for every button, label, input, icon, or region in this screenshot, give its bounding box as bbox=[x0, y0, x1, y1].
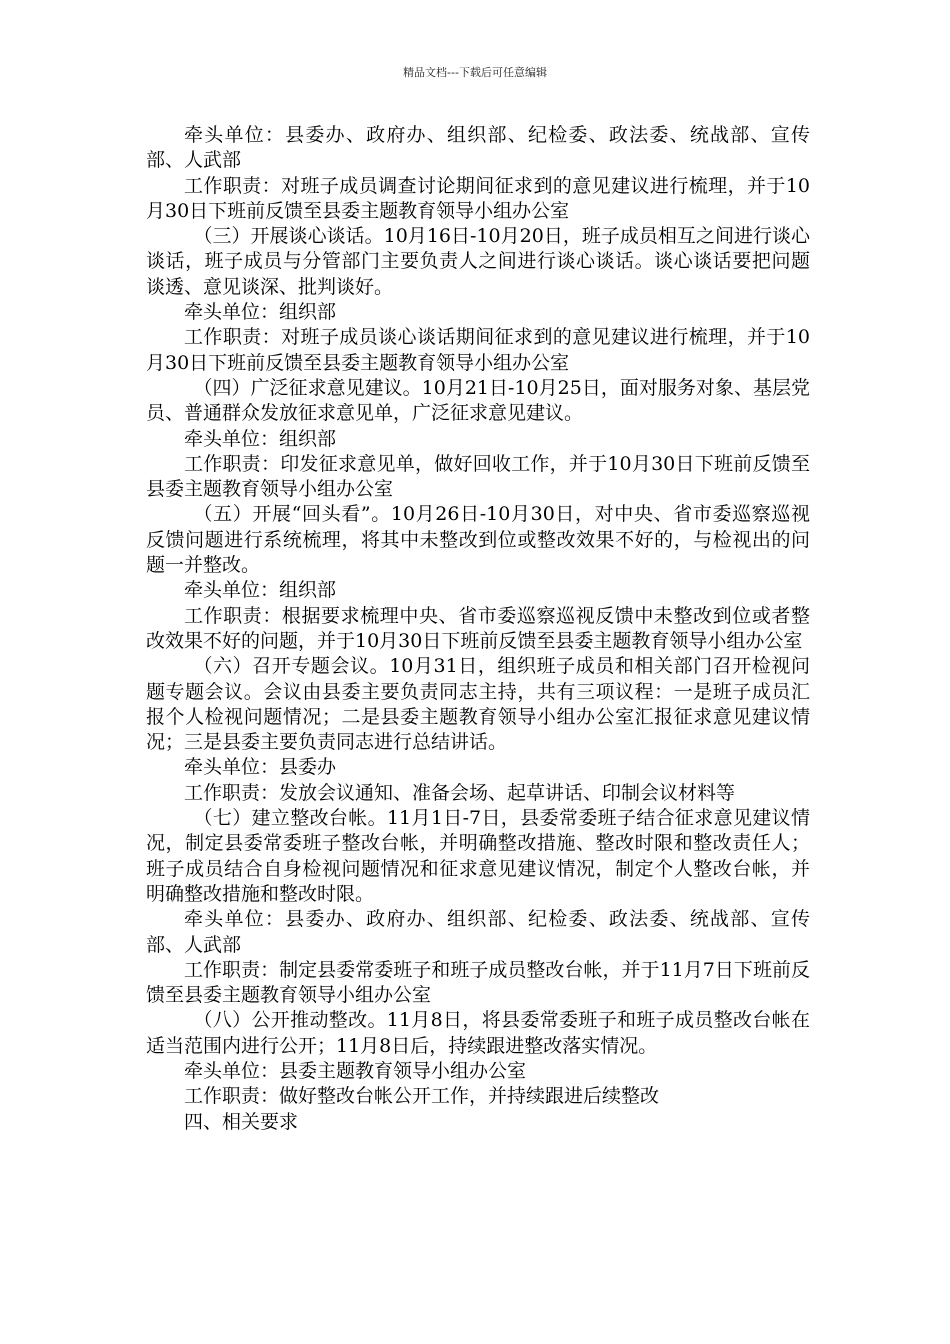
section-paragraph: （七）建立整改台帐。11月1日-7日，县委常委班子结合征求意见建议情况，制定县委常委班子整改台帐，并明确整改措施、整改时限和整改责任人；班子成员结合自身检视问题情况和征求意见建议情况，制定个人整改台帐，并明确整改措施和整改时限。 bbox=[146, 807, 810, 905]
body-paragraph: 工作职责：印发征求意见单，做好回收工作，并于10月30日下班前反馈至县委主题教育领导小组办公室 bbox=[146, 452, 810, 501]
body-paragraph: 工作职责：对班子成员谈心谈话期间征求到的意见建议进行梳理，并于10月30日下班前反馈至县委主题教育领导小组办公室 bbox=[146, 326, 810, 374]
section-paragraph: （四）广泛征求意见建议。10月21日-10月25日，面对服务对象、基层党员、普通群众发放征求意见单，广泛征求意见建议。 bbox=[146, 376, 810, 425]
body-paragraph: 牵头单位：组织部 bbox=[184, 579, 337, 602]
body-paragraph: 工作职责：做好整改台帐公开工作，并持续跟进后续整改 bbox=[184, 1085, 660, 1108]
body-paragraph: 四、相关要求 bbox=[184, 1110, 299, 1133]
body-paragraph: 牵头单位：组织部 bbox=[184, 301, 337, 324]
body-paragraph: 牵头单位：组织部 bbox=[184, 427, 337, 450]
section-paragraph: （五）开展“回头看”。10月26日-10月30日，对中央、省市委巡察巡视反馈问题进行系统梳理，将其中未整改到位或整改效果不好的，与检视出的问题一并整改。 bbox=[146, 503, 810, 577]
body-paragraph: 牵头单位：县委办 bbox=[184, 756, 337, 779]
section-paragraph: （六）召开专题会议。10月31日，组织班子成员和相关部门召开检视问题专题会议。会议由县委主要负责同志主持，共有三项议程：一是班子成员汇报个人检视问题情况；二是县委主题教育领导小组办公室汇报征求意见建议情况；三是县委主要负责同志进行总结讲话。 bbox=[146, 655, 810, 754]
body-paragraph: 工作职责：发放会议通知、准备会场、起草讲话、印制会议材料等 bbox=[184, 781, 736, 804]
body-paragraph: 工作职责：对班子成员调查讨论期间征求到的意见建议进行梳理，并于10月30日下班前反馈至县委主题教育领导小组办公室 bbox=[146, 174, 810, 222]
section-paragraph: （八）公开推动整改。11月8日，将县委常委班子和班子成员整改台帐在适当范围内进行公开；11月8日后，持续跟进整改落实情况。 bbox=[146, 1009, 810, 1057]
body-paragraph: 牵头单位：县委主题教育领导小组办公室 bbox=[184, 1059, 527, 1082]
body-paragraph: 工作职责：根据要求梳理中央、省市委巡察巡视反馈中未整改到位或者整改效果不好的问题，并于10月30日下班前反馈至县委主题教育领导小组办公室 bbox=[146, 604, 810, 652]
page-header: 精品文档---下载后可任意编辑 bbox=[403, 66, 547, 79]
body-paragraph: 牵头单位：县委办、政府办、组织部、纪检委、政法委、统战部、宣传部、人武部 bbox=[146, 908, 810, 956]
body-paragraph: 工作职责：制定县委常委班子和班子成员整改台帐，并于11月7日下班前反馈至县委主题教育领导小组办公室 bbox=[146, 958, 810, 1007]
body-paragraph: 牵头单位：县委办、政府办、组织部、纪检委、政法委、统战部、宣传部、人武部 bbox=[146, 124, 810, 172]
document-body bbox=[146, 123, 810, 1135]
section-paragraph: （三）开展谈心谈话。10月16日-10月20日，班子成员相互之间进行谈心谈话，班子成员与分管部门主要负责人之间进行谈心谈话。谈心谈话要把问题谈透、意见谈深、批判谈好。 bbox=[146, 225, 810, 298]
